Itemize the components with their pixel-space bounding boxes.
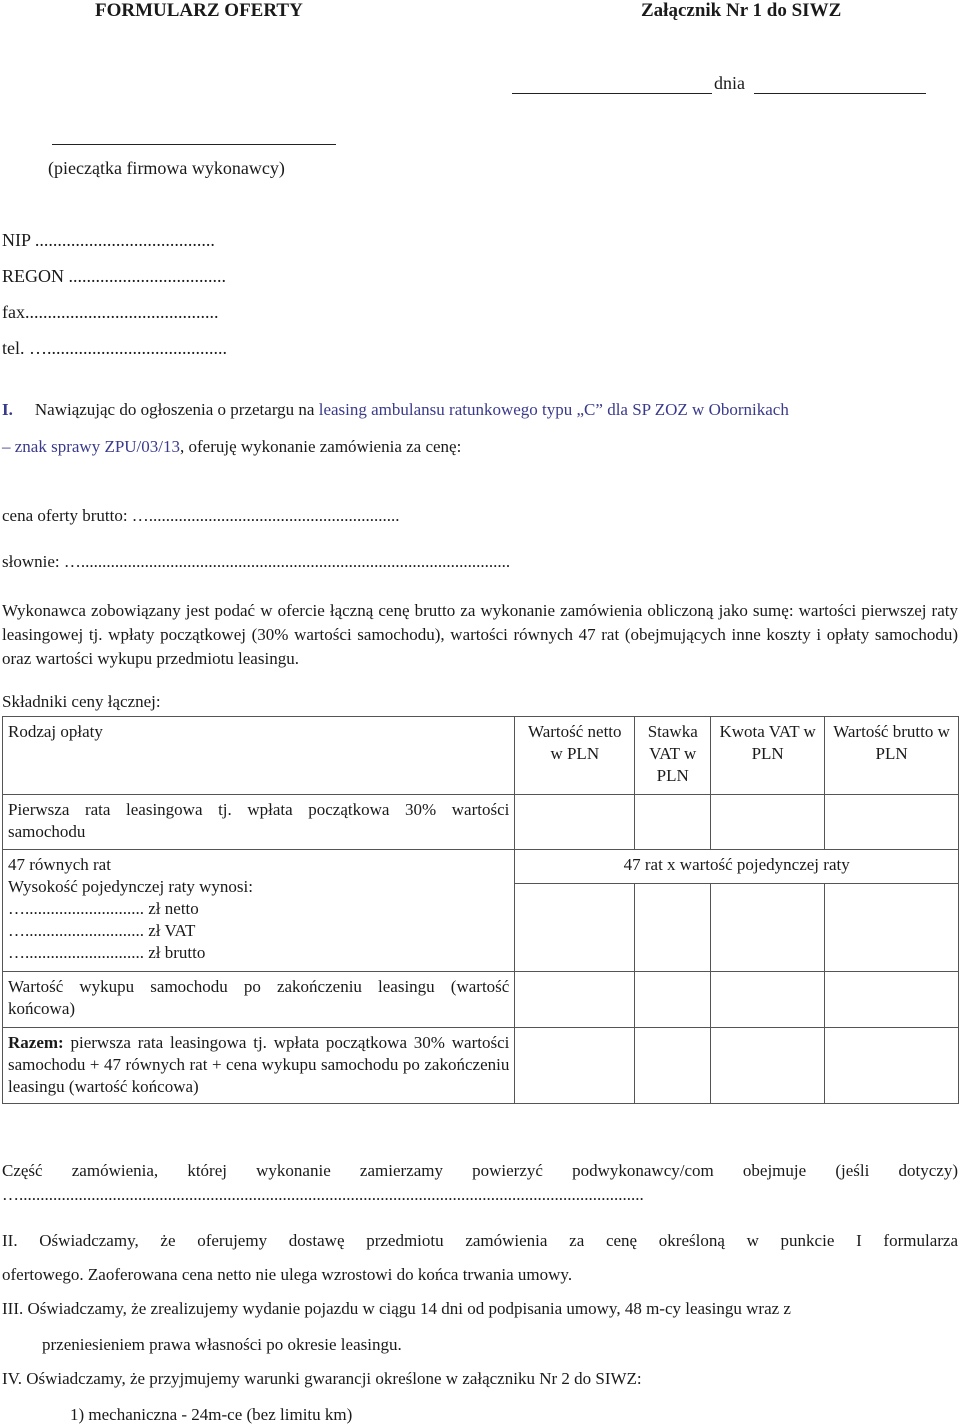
cell-empty[interactable] — [515, 795, 635, 850]
section-numeral: I. — [2, 400, 13, 419]
table-row — [3, 850, 959, 884]
intro-text: Nawiązując do ogłoszenia o przetargu na — [34, 400, 319, 419]
cell-empty[interactable] — [825, 884, 959, 972]
declaration-ii-cont: ofertowego. Zaoferowana cena netto nie ulega wzrostowi do końca trwania umowy. — [2, 1265, 573, 1284]
header-fee-type: Rodzaj opłaty — [3, 717, 515, 795]
form-title: FORMULARZ OFERTY — [95, 0, 303, 21]
total-description: pierwsza rata leasingowa tj. wpłata początkowa 30% wartości samochodu + 47 równych rat + cena wykupu samochodu po zakończeniu leasingu (wartość końcowa) — [8, 1033, 510, 1096]
case-number: – znak sprawy ZPU/03/13 — [2, 437, 181, 456]
cell-empty[interactable] — [635, 972, 711, 1028]
row-buyout: Wartość wykupu samochodu po zakończeniu leasingu (wartość końcowa) — [3, 972, 515, 1028]
contractor-note: Wykonawca zobowiązany jest podać w ofercie łączną cenę brutto za wykonanie zamówienia obliczoną jako sumę: wartości pierwszej raty leasingowej tj. wpłaty początkowej (30% wartości samochodu), wartości równych 47 rat (obejmujących inne koszty i opłaty samochodu) oraz wartości wykupu przedmiotu leasingu. — [2, 601, 958, 668]
place-line — [512, 93, 712, 94]
cell-empty[interactable] — [825, 972, 959, 1028]
intro-line-1 — [2, 400, 789, 420]
date-line — [754, 93, 926, 94]
cell-empty[interactable] — [711, 795, 825, 850]
cell-empty[interactable] — [825, 1028, 959, 1104]
cell-empty[interactable] — [635, 795, 711, 850]
attachment-label: Załącznik Nr 1 do SIWZ — [641, 0, 842, 21]
warranty-item-1: 1) mechaniczna - 24m-ce (bez limitu km) — [70, 1405, 353, 1424]
cell-empty[interactable] — [515, 884, 635, 972]
table-header-row — [3, 717, 959, 795]
stamp-line — [52, 144, 336, 145]
installments-line: …............................ zł brutto — [8, 943, 206, 962]
price-components-table — [2, 716, 959, 1104]
cell-empty[interactable] — [711, 972, 825, 1028]
components-label: Składniki ceny łącznej: — [2, 692, 161, 711]
declaration-ii: II. Oświadczamy, że oferujemy dostawę przedmiotu zamówienia za cenę określoną w punkcie I formularza — [2, 1231, 958, 1250]
installments-line: …............................ zł netto — [8, 899, 199, 918]
installments-note: 47 rat x wartość pojedynczej raty — [515, 850, 959, 884]
declaration-iii: III. Oświadczamy, że zrealizujemy wydanie pojazdu w ciągu 14 dni od podpisania umowy, 48 m-cy leasingu wraz z — [2, 1299, 791, 1318]
tel-field: tel. …........................................ — [2, 338, 227, 358]
header-vat-amount: Kwota VAT w PLN — [711, 717, 825, 795]
subcontract-text: Część zamówienia, której wykonanie zamierzamy powierzyć podwykonawcy/com obejmuje (jeśli dotyczy) — [2, 1161, 958, 1180]
intro-text-2: , oferuję wykonanie zamówienia za cenę: — [180, 437, 462, 456]
table-row — [3, 972, 959, 1028]
cell-empty[interactable] — [515, 1028, 635, 1104]
installments-line: …............................ zł VAT — [8, 921, 196, 940]
declaration-iii-cont: przeniesieniem prawa własności po okresie leasingu. — [42, 1335, 402, 1354]
intro-subject: leasing ambulansu ratunkowego typu „C” dla SP ZOZ w Obornikach — [318, 400, 789, 419]
header-net-value: Wartość netto w PLN — [515, 717, 635, 795]
installments-line: 47 równych rat — [8, 855, 111, 874]
cell-empty[interactable] — [825, 795, 959, 850]
intro-line-2 — [2, 437, 461, 457]
cell-empty[interactable] — [515, 972, 635, 1028]
installments-line: Wysokość pojedynczej raty wynosi: — [8, 877, 253, 896]
row-total — [3, 1028, 515, 1104]
date-label: dnia — [714, 73, 745, 93]
table-row — [3, 1028, 959, 1104]
cell-empty[interactable] — [635, 1028, 711, 1104]
header-gross-value: Wartość brutto w PLN — [825, 717, 959, 795]
stamp-caption: (pieczątka firmowa wykonawcy) — [48, 158, 285, 178]
cell-empty[interactable] — [711, 884, 825, 972]
price-in-words-field: słownie: …..................................................................................................... — [2, 552, 511, 571]
header-vat-rate: Stawka VAT w PLN — [635, 717, 711, 795]
row-first-installment: Pierwsza rata leasingowa tj. wpłata początkowa 30% wartości samochodu — [3, 795, 515, 850]
total-label: Razem: — [8, 1033, 64, 1052]
cell-empty[interactable] — [635, 884, 711, 972]
nip-field: NIP ........................................ — [2, 230, 215, 250]
gross-price-field: cena oferty brutto: …........................................................... — [2, 506, 400, 525]
table-row — [3, 795, 959, 850]
regon-field: REGON ................................... — [2, 266, 226, 286]
fax-field: fax........................................... — [2, 302, 219, 322]
declaration-iv: IV. Oświadczamy, że przyjmujemy warunki gwarancji określone w załączniku Nr 2 do SIWZ: — [2, 1369, 642, 1388]
row-installments — [3, 850, 515, 972]
subcontract-dots: …................................................................................................................................................... — [2, 1185, 644, 1204]
cell-empty[interactable] — [711, 1028, 825, 1104]
